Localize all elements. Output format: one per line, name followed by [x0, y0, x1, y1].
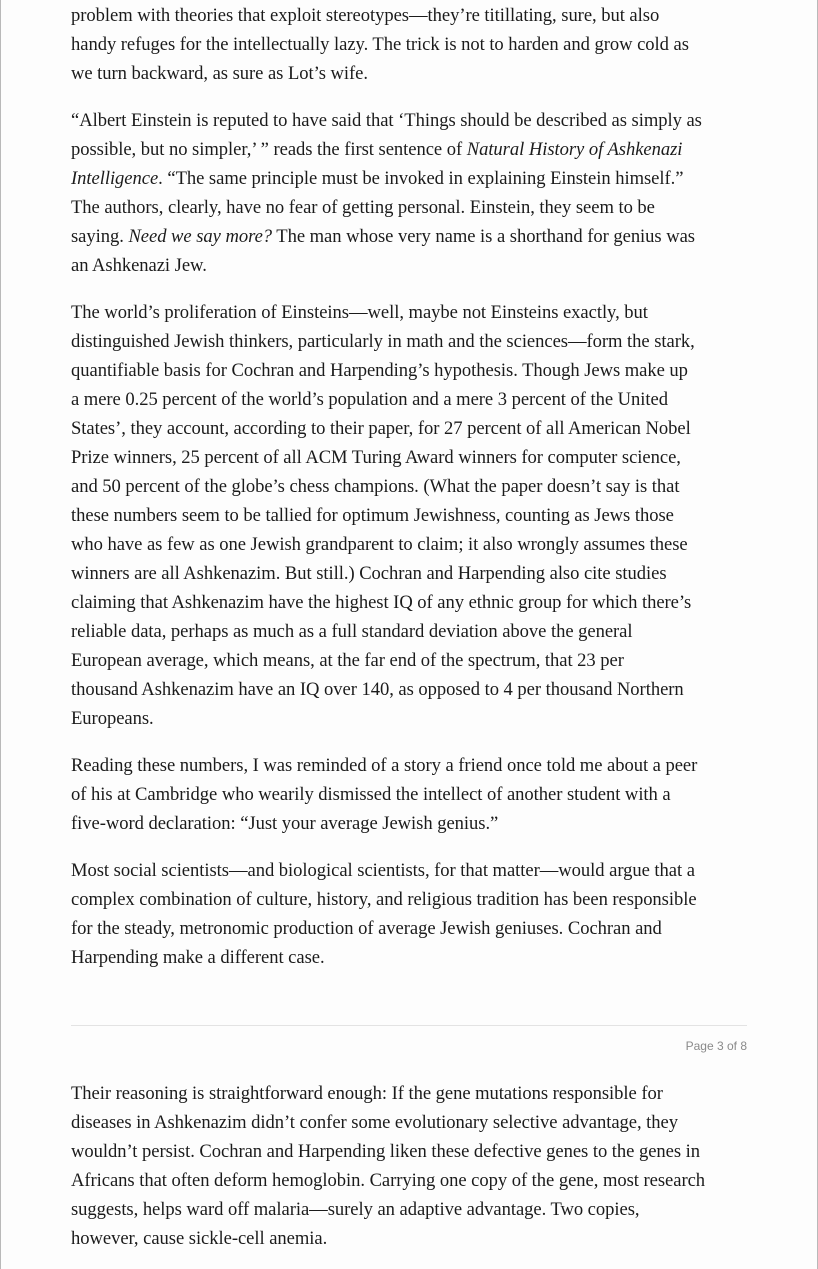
- text-line: reliable data, perhaps as much as a full standard deviation above the general: [71, 621, 633, 642]
- text-line: handy refuges for the intellectually lazy. The trick is not to harden and grow cold as: [71, 34, 689, 55]
- text-line: an Ashkenazi Jew.: [71, 255, 207, 276]
- text-line: “Albert Einstein is reputed to have said that ‘Things should be described as simply as: [71, 110, 702, 131]
- text-line: thousand Ashkenazim have an IQ over 140, as opposed to 4 per thousand Northern: [71, 679, 684, 700]
- text-line: [71, 135, 702, 164]
- text-line: a mere 0.25 percent of the world’s population and a mere 3 percent of the United: [71, 389, 668, 410]
- emphasis-italic: Need we say more?: [128, 226, 273, 247]
- text-line: wouldn’t persist. Cochran and Harpending liken these defective genes to the genes in: [71, 1141, 701, 1162]
- page-divider: [71, 1025, 747, 1026]
- text-line: claiming that Ashkenazim have the highest IQ of any ethnic group for which there’s: [71, 592, 692, 613]
- book-title-italic: Natural History of Ashkenazi: [466, 139, 683, 160]
- text-line: these numbers seem to be tallied for optimum Jewishness, counting as Jews those: [71, 505, 674, 526]
- text-line: problem with theories that exploit stereotypes—they’re titillating, sure, but also: [71, 5, 660, 26]
- text-line: complex combination of culture, history, and religious tradition has been responsible: [71, 889, 697, 910]
- page-indicator: Page 3 of 8: [685, 1039, 747, 1053]
- text-line: The world’s proliferation of Einsteins—well, maybe not Einsteins exactly, but: [71, 302, 648, 323]
- text-line: Their reasoning is straightforward enough: If the gene mutations responsible for: [71, 1083, 663, 1104]
- paragraph-1: [71, 1, 689, 88]
- text-run: The man whose very name is a shorthand for genius was: [272, 226, 695, 247]
- paragraph-5: [71, 856, 697, 972]
- text-line: quantifiable basis for Cochran and Harpending’s hypothesis. Though Jews make up: [71, 360, 688, 381]
- text-line: States’, they account, according to their paper, for 27 percent of all American Nobel: [71, 418, 691, 439]
- text-line: winners are all Ashkenazim. But still.) Cochran and Harpending also cite studies: [71, 563, 667, 584]
- text-line: diseases in Ashkenazim didn’t confer some evolutionary selective advantage, they: [71, 1112, 678, 1133]
- text-line: who have as few as one Jewish grandparent to claim; it also wrongly assumes these: [71, 534, 688, 555]
- text-line: distinguished Jewish thinkers, particularly in math and the sciences—form the stark,: [71, 331, 695, 352]
- text-run: . “The same principle must be invoked in explaining Einstein himself.”: [158, 168, 684, 189]
- text-line: of his at Cambridge who wearily dismissed the intellect of another student with a: [71, 784, 671, 805]
- text-line: five-word declaration: “Just your average Jewish genius.”: [71, 813, 499, 834]
- text-line: The authors, clearly, have no fear of getting personal. Einstein, they seem to be: [71, 197, 655, 218]
- text-line: we turn backward, as sure as Lot’s wife.: [71, 63, 368, 84]
- text-run: saying.: [71, 226, 129, 247]
- text-line: European average, which means, at the far end of the spectrum, that 23 per: [71, 650, 624, 671]
- text-run: possible, but no simpler,’ ” reads the first sentence of: [71, 139, 467, 160]
- text-line: Europeans.: [71, 708, 154, 729]
- text-line: for the steady, metronomic production of average Jewish geniuses. Cochran and: [71, 918, 662, 939]
- text-line: Most social scientists—and biological scientists, for that matter—would argue that a: [71, 860, 695, 881]
- text-line: [71, 222, 702, 251]
- text-line: [71, 164, 702, 193]
- text-line: Africans that often deform hemoglobin. Carrying one copy of the gene, most research: [71, 1170, 706, 1191]
- text-line: Harpending make a different case.: [71, 947, 325, 968]
- text-line: and 50 percent of the globe’s chess champions. (What the paper doesn’t say is that: [71, 476, 680, 497]
- text-line: however, cause sickle-cell anemia.: [71, 1228, 328, 1249]
- paragraph-3: [71, 298, 695, 733]
- paragraph-2: [71, 106, 702, 280]
- paragraph-4: [71, 751, 697, 838]
- paragraph-6: [71, 1079, 705, 1253]
- book-title-italic: Intelligence: [71, 168, 159, 189]
- text-line: Reading these numbers, I was reminded of a story a friend once told me about a peer: [71, 755, 698, 776]
- text-line: Prize winners, 25 percent of all ACM Turing Award winners for computer science,: [71, 447, 681, 468]
- text-line: suggests, helps ward off malaria—surely an adaptive advantage. Two copies,: [71, 1199, 640, 1220]
